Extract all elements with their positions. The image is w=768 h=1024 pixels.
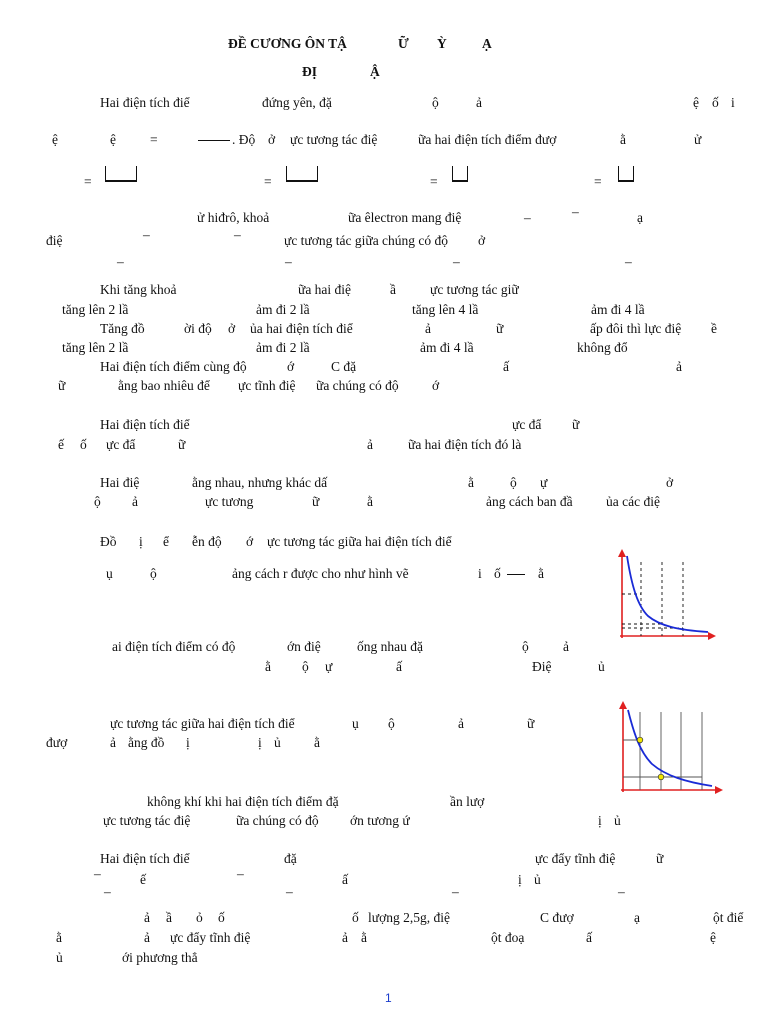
text-fragment: ạ xyxy=(637,210,643,225)
formula-abs xyxy=(105,166,137,181)
text-fragment: ớ xyxy=(246,534,254,549)
formula-equals: = xyxy=(430,174,438,189)
text-fragment: ữa hai điện tích đó là xyxy=(408,437,522,452)
text-fragment: ột đoạ xyxy=(491,930,525,945)
text-fragment: ả xyxy=(676,359,682,374)
fraction-bar xyxy=(452,181,468,182)
text-fragment: ữ xyxy=(312,494,320,509)
doc-title-part: Ữ xyxy=(398,36,409,51)
text-fragment: ớ xyxy=(432,378,440,393)
text-fragment: ử hiđrô, khoả xyxy=(197,210,270,225)
text-fragment: i xyxy=(478,566,482,581)
fraction-bar xyxy=(105,181,137,182)
text-fragment: ạ xyxy=(634,910,640,925)
text-fragment: ỏ xyxy=(196,910,203,925)
y-axis-arrow xyxy=(618,549,626,557)
text-fragment: – xyxy=(234,227,241,242)
text-fragment: ai điện tích điểm có độ xyxy=(112,639,236,654)
text-fragment: – xyxy=(524,210,531,225)
text-fragment: ả xyxy=(563,639,569,654)
doc-subtitle-part: Ậ xyxy=(370,64,380,79)
option-dash: – xyxy=(286,884,293,899)
text-fragment: ở xyxy=(228,321,236,336)
text-fragment: ệ xyxy=(110,132,116,147)
text-fragment: ủ xyxy=(598,659,605,674)
text-fragment: ị xyxy=(186,735,190,750)
text-fragment: = xyxy=(150,132,158,147)
text-fragment: ữ xyxy=(572,417,580,432)
answer-option: tăng lên 2 lầ xyxy=(62,340,129,355)
text-fragment: lượng 2,5g, điệ xyxy=(368,910,450,925)
text-fragment: ực tĩnh điệ xyxy=(238,378,296,393)
doc-title: ĐỀ CƯƠNG ÔN TẬ xyxy=(228,36,347,51)
text-fragment: ữ xyxy=(527,716,535,731)
text-fragment: ực tương tác giữa chúng có độ xyxy=(284,233,449,248)
text-fragment: ở xyxy=(666,475,674,490)
doc-subtitle: ĐỊ xyxy=(302,64,318,79)
text-fragment: ằ xyxy=(56,930,62,945)
option-dash: – xyxy=(453,254,460,269)
text-fragment: ấ xyxy=(503,359,509,374)
fraction-bar xyxy=(507,574,525,575)
formula-abs xyxy=(452,166,468,181)
text-fragment: ữ xyxy=(58,378,66,393)
option-dash: – xyxy=(104,884,111,899)
text-fragment: – xyxy=(237,866,244,881)
text-fragment: ố xyxy=(80,437,87,452)
text-fragment: ớn tương ứ xyxy=(350,813,410,828)
text-fragment: . Độ xyxy=(232,132,256,147)
text-fragment: ể xyxy=(163,534,169,549)
text-fragment: ữ xyxy=(656,851,664,866)
formula-equals: = xyxy=(84,174,92,189)
fraction-bar xyxy=(618,181,634,182)
text-fragment: Hai điện tích điể xyxy=(100,851,190,866)
doc-title-part: Ỳ xyxy=(437,36,447,51)
text-fragment: ầ xyxy=(390,282,396,297)
text-fragment: ố xyxy=(712,95,719,110)
text-fragment: ộ xyxy=(150,566,157,581)
text-fragment: ả xyxy=(144,910,150,925)
text-fragment: ị xyxy=(518,872,522,887)
text-fragment: ố xyxy=(218,910,225,925)
text-fragment: ủ xyxy=(614,813,621,828)
text-fragment: Khi tăng khoả xyxy=(100,282,177,297)
text-fragment: ần lượ xyxy=(450,794,485,809)
text-fragment: đứng yên, đặ xyxy=(262,95,332,110)
text-fragment: Hai điệ xyxy=(100,475,140,490)
text-fragment: ễn độ xyxy=(192,534,222,549)
text-fragment: ực đẩy tĩnh điệ xyxy=(170,930,251,945)
text-fragment: ực đẩ xyxy=(106,437,136,452)
text-fragment: ực đẩ xyxy=(512,417,542,432)
hyperbola-curve xyxy=(627,556,708,632)
text-fragment: ới phương thẳ xyxy=(122,950,198,965)
answer-option: ảm đi 4 lầ xyxy=(420,340,474,355)
text-fragment: ữa êlectron mang điệ xyxy=(348,210,462,225)
option-dash: – xyxy=(452,884,459,899)
text-fragment: ả xyxy=(110,735,116,750)
text-fragment: ộ xyxy=(388,716,395,731)
text-fragment: ộ xyxy=(94,494,101,509)
text-fragment: ấp đôi thì lực điệ xyxy=(590,321,682,336)
formula-equals: = xyxy=(264,174,272,189)
y-axis-arrow xyxy=(619,701,627,709)
text-fragment: ực đẩy tĩnh điệ xyxy=(535,851,616,866)
text-fragment: ệ xyxy=(52,132,58,147)
text-fragment: Điệ xyxy=(532,659,552,674)
answer-option: tăng lên 2 lầ xyxy=(62,302,129,317)
text-fragment: ực tương tác giữa hai điện tích điể xyxy=(110,716,295,731)
text-fragment: Hai điện tích điể xyxy=(100,95,190,110)
answer-option: ảm đi 4 lầ xyxy=(591,302,645,317)
text-fragment: ế xyxy=(140,872,146,887)
text-fragment: ằ xyxy=(468,475,474,490)
text-fragment: ủa hai điện tích điể xyxy=(250,321,353,336)
text-fragment: điệ xyxy=(46,233,63,248)
text-fragment: ả xyxy=(425,321,431,336)
text-fragment: ằ xyxy=(620,132,626,147)
answer-option: không đổ xyxy=(577,340,628,355)
formula-equals: = xyxy=(594,174,602,189)
text-fragment: ống nhau đặ xyxy=(357,639,423,654)
x-axis-arrow xyxy=(715,786,723,794)
fraction-bar xyxy=(286,181,318,182)
text-fragment: ằ xyxy=(367,494,373,509)
text-fragment: ằ xyxy=(314,735,320,750)
hyperbola-curve xyxy=(628,710,712,786)
text-fragment: ầ xyxy=(166,910,172,925)
text-fragment: ự xyxy=(325,659,333,674)
option-dash: – xyxy=(618,884,625,899)
text-fragment: i xyxy=(731,95,735,110)
text-fragment: ằ xyxy=(265,659,271,674)
text-fragment: – xyxy=(572,204,579,219)
text-fragment: ộ xyxy=(510,475,517,490)
text-fragment: ả xyxy=(367,437,373,452)
text-fragment: ộ xyxy=(522,639,529,654)
text-fragment: C đượ xyxy=(540,910,574,925)
text-fragment: ụ xyxy=(106,566,113,581)
text-fragment: ị xyxy=(139,534,143,549)
option-dash: – xyxy=(285,254,292,269)
answer-option: ảm đi 2 lầ xyxy=(256,302,310,317)
text-fragment: ằ xyxy=(538,566,544,581)
force-distance-graph-2 xyxy=(608,700,726,796)
text-fragment: ữa chúng có độ xyxy=(236,813,319,828)
text-fragment: không khí khi hai điện tích điểm đặ xyxy=(147,794,339,809)
text-fragment: ố xyxy=(494,566,501,581)
formula-abs xyxy=(286,166,318,181)
data-point xyxy=(637,737,643,743)
answer-option: tăng lên 4 lầ xyxy=(412,302,479,317)
text-fragment: ệ xyxy=(710,930,716,945)
text-fragment: ở xyxy=(478,233,486,248)
text-fragment: ả xyxy=(132,494,138,509)
page-number: 1 xyxy=(385,991,392,1005)
text-fragment: ằng bao nhiêu để xyxy=(118,378,210,393)
text-fragment: ề xyxy=(711,321,717,336)
text-fragment: ực tương tác điệ xyxy=(290,132,378,147)
text-fragment: ằ xyxy=(361,930,367,945)
text-fragment: ảng cách r được cho như hình vẽ xyxy=(232,566,409,581)
text-fragment: Tăng đồ xyxy=(100,321,145,336)
text-fragment: Đồ xyxy=(100,534,117,549)
text-fragment: Hai điện tích điể xyxy=(100,417,190,432)
text-fragment: ữa hai điện tích điểm đượ xyxy=(418,132,557,147)
text-fragment: ực tương tác giữa hai điện tích điể xyxy=(267,534,452,549)
text-fragment: ữ xyxy=(496,321,504,336)
text-fragment: đặ xyxy=(284,851,297,866)
text-fragment: ủ xyxy=(534,872,541,887)
text-fragment: đượ xyxy=(46,735,68,750)
formula-abs xyxy=(618,166,634,181)
text-fragment: ủ xyxy=(56,950,63,965)
text-fragment: ủ xyxy=(274,735,281,750)
text-fragment: ớn điệ xyxy=(287,639,321,654)
text-fragment: ị xyxy=(258,735,262,750)
text-fragment: ủa các điệ xyxy=(606,494,660,509)
text-fragment: ữ xyxy=(178,437,186,452)
x-axis-arrow xyxy=(708,632,716,640)
text-fragment: ả xyxy=(342,930,348,945)
text-fragment: ữa chúng có độ xyxy=(316,378,399,393)
answer-option: ảm đi 2 lầ xyxy=(256,340,310,355)
text-fragment: – xyxy=(94,866,101,881)
text-fragment: ở xyxy=(268,132,276,147)
text-fragment: ữa hai điệ xyxy=(298,282,352,297)
text-fragment: ố xyxy=(352,910,359,925)
text-fragment: – xyxy=(143,227,150,242)
text-fragment: ời độ xyxy=(184,321,212,336)
text-fragment: ằng đồ xyxy=(128,735,165,750)
text-fragment: ấ xyxy=(586,930,592,945)
text-fragment: ằng nhau, nhưng khác dấ xyxy=(192,475,328,490)
doc-title-part: Ạ xyxy=(482,36,492,51)
text-fragment: ấ xyxy=(342,872,348,887)
text-fragment: ực tương tác điệ xyxy=(103,813,191,828)
text-fragment: ảng cách ban đầ xyxy=(486,494,573,509)
text-fragment: ử xyxy=(694,132,702,147)
text-fragment: ấ xyxy=(396,659,402,674)
text-fragment: ế xyxy=(58,437,64,452)
text-fragment: ụ xyxy=(352,716,359,731)
text-fragment: ả xyxy=(144,930,150,945)
text-fragment: ệ xyxy=(693,95,699,110)
text-fragment: ả xyxy=(458,716,464,731)
text-fragment: ộ xyxy=(302,659,309,674)
text-fragment: C đặ xyxy=(331,359,357,374)
text-fragment: ị xyxy=(598,813,602,828)
text-fragment: ự xyxy=(540,475,548,490)
data-point xyxy=(658,774,664,780)
force-distance-graph-1 xyxy=(608,548,718,642)
text-fragment: ớ xyxy=(287,359,295,374)
fraction-bar xyxy=(198,140,230,141)
option-dash: – xyxy=(117,254,124,269)
text-fragment: ộ xyxy=(432,95,439,110)
text-fragment: ột điể xyxy=(713,910,744,925)
text-fragment: Hai điện tích điểm cùng độ xyxy=(100,359,247,374)
option-dash: – xyxy=(625,254,632,269)
text-fragment: ả xyxy=(476,95,482,110)
text-fragment: ực tương xyxy=(205,494,254,509)
text-fragment: ực tương tác giữ xyxy=(430,282,519,297)
